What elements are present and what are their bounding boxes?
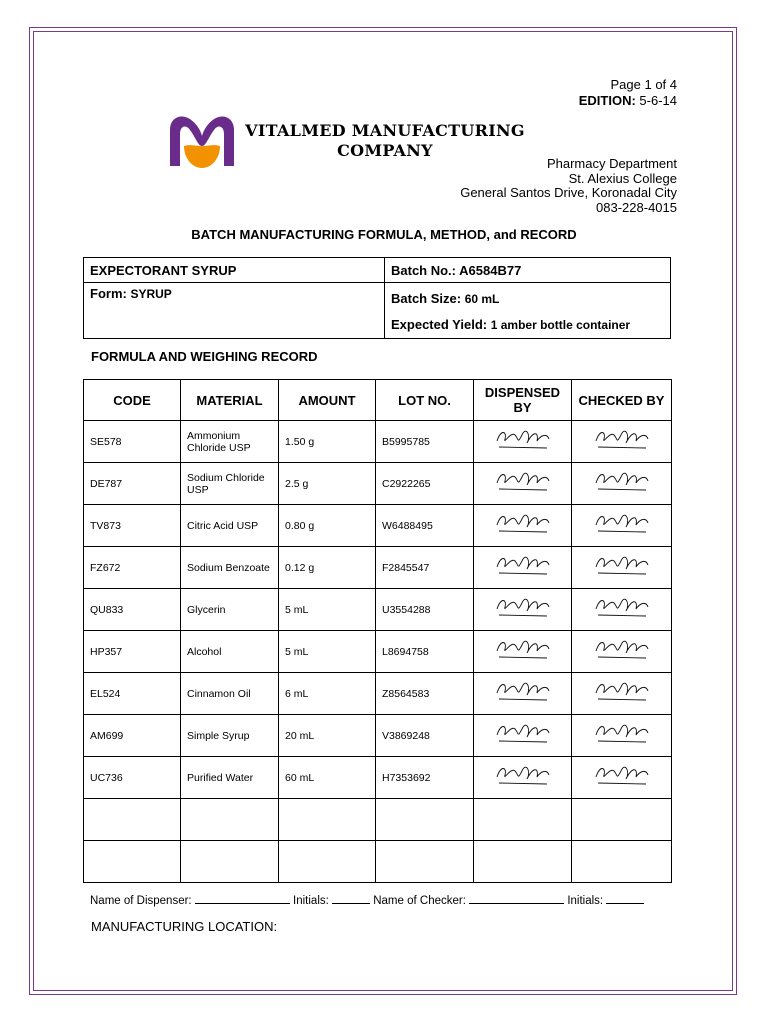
dispenser-signature bbox=[493, 763, 553, 789]
cell-checked-by bbox=[572, 505, 672, 547]
batch-info-table bbox=[83, 257, 671, 339]
cell-code: UC736 bbox=[84, 757, 181, 799]
cell-lot-no: V3869248 bbox=[376, 715, 474, 757]
cell-material: Sodium Chloride USP bbox=[181, 463, 279, 505]
company-name: VITALMED MANUFACTURING COMPANY bbox=[245, 121, 525, 160]
dispenser-signature bbox=[493, 469, 553, 495]
checker-initials-blank bbox=[606, 893, 644, 904]
cell-amount: 5 mL bbox=[279, 589, 376, 631]
cell-lot-no: L8694758 bbox=[376, 631, 474, 673]
cell-amount: 1.50 g bbox=[279, 421, 376, 463]
cell-checked-by bbox=[572, 631, 672, 673]
product-name: EXPECTORANT SYRUP bbox=[84, 258, 385, 283]
table-row bbox=[84, 589, 672, 631]
cell-lot-no: B5995785 bbox=[376, 421, 474, 463]
cell-material: Sodium Benzoate bbox=[181, 547, 279, 589]
checker-signature bbox=[592, 763, 652, 789]
cell-code: FZ672 bbox=[84, 547, 181, 589]
checker-signature bbox=[592, 679, 652, 705]
cell-code: EL524 bbox=[84, 673, 181, 715]
checker-name-blank bbox=[469, 893, 564, 904]
dispenser-signature bbox=[493, 511, 553, 537]
empty-cell bbox=[181, 841, 279, 883]
checker-signature bbox=[592, 427, 652, 453]
cell-amount: 5 mL bbox=[279, 631, 376, 673]
checker-signature bbox=[592, 595, 652, 621]
table-row-empty bbox=[84, 799, 672, 841]
header-lot-no: LOT NO. bbox=[376, 380, 474, 421]
dispenser-signature bbox=[493, 553, 553, 579]
header-amount: AMOUNT bbox=[279, 380, 376, 421]
dispenser-signature bbox=[493, 721, 553, 747]
cell-dispensed-by bbox=[474, 589, 572, 631]
empty-cell bbox=[474, 841, 572, 883]
table-row bbox=[84, 463, 672, 505]
expected-yield: Expected Yield: 1 amber bottle container bbox=[391, 317, 631, 332]
empty-cell bbox=[84, 799, 181, 841]
header-dispensed-by: DISPENSED BY bbox=[474, 380, 572, 421]
cell-material: Cinnamon Oil bbox=[181, 673, 279, 715]
batch-no: Batch No.: A6584B77 bbox=[385, 258, 671, 283]
cell-dispensed-by bbox=[474, 673, 572, 715]
table-row bbox=[84, 715, 672, 757]
cell-material: Purified Water bbox=[181, 757, 279, 799]
cell-checked-by bbox=[572, 547, 672, 589]
cell-checked-by bbox=[572, 589, 672, 631]
cell-material: Simple Syrup bbox=[181, 715, 279, 757]
empty-cell bbox=[572, 799, 672, 841]
cell-code: HP357 bbox=[84, 631, 181, 673]
checker-signature bbox=[592, 469, 652, 495]
edition: EDITION: 5-6-14 bbox=[578, 93, 677, 108]
cell-dispensed-by bbox=[474, 547, 572, 589]
cell-lot-no: W6488495 bbox=[376, 505, 474, 547]
table-row bbox=[84, 505, 672, 547]
cell-amount: 0.80 g bbox=[279, 505, 376, 547]
cell-amount: 20 mL bbox=[279, 715, 376, 757]
cell-lot-no: C2922265 bbox=[376, 463, 474, 505]
table-row bbox=[84, 421, 672, 463]
footer-signoff: Name of Dispenser: Initials: Name of Checker: Initials: bbox=[90, 893, 644, 907]
dispenser-signature bbox=[493, 637, 553, 663]
cell-dispensed-by bbox=[474, 505, 572, 547]
section-title: FORMULA AND WEIGHING RECORD bbox=[91, 349, 318, 364]
empty-cell bbox=[376, 799, 474, 841]
manufacturing-location: MANUFACTURING LOCATION: bbox=[91, 919, 278, 934]
department-address: Pharmacy Department St. Alexius College General Santos Drive, Koronadal City 083-228-4015 bbox=[460, 156, 677, 215]
cell-code: TV873 bbox=[84, 505, 181, 547]
empty-cell bbox=[181, 799, 279, 841]
product-form: Form: SYRUP bbox=[84, 283, 385, 339]
table-row bbox=[84, 631, 672, 673]
empty-cell bbox=[279, 841, 376, 883]
header-material: MATERIAL bbox=[181, 380, 279, 421]
cell-dispensed-by bbox=[474, 715, 572, 757]
cell-code: AM699 bbox=[84, 715, 181, 757]
cell-material: Glycerin bbox=[181, 589, 279, 631]
weighing-record-table bbox=[83, 379, 672, 883]
cell-material: Citric Acid USP bbox=[181, 505, 279, 547]
table-row bbox=[84, 673, 672, 715]
table-row bbox=[84, 757, 672, 799]
header-checked-by: CHECKED BY bbox=[572, 380, 672, 421]
page-info bbox=[579, 77, 677, 109]
cell-dispensed-by bbox=[474, 421, 572, 463]
empty-cell bbox=[474, 799, 572, 841]
empty-cell bbox=[279, 799, 376, 841]
company-logo bbox=[166, 112, 238, 172]
batch-size-yield bbox=[385, 283, 671, 339]
empty-cell bbox=[572, 841, 672, 883]
cell-code: QU833 bbox=[84, 589, 181, 631]
checker-signature bbox=[592, 511, 652, 537]
cell-lot-no: F2845547 bbox=[376, 547, 474, 589]
cell-amount: 2.5 g bbox=[279, 463, 376, 505]
cell-dispensed-by bbox=[474, 463, 572, 505]
cell-code: SE578 bbox=[84, 421, 181, 463]
cell-checked-by bbox=[572, 421, 672, 463]
table-row bbox=[84, 547, 672, 589]
cell-lot-no: U3554288 bbox=[376, 589, 474, 631]
cell-checked-by bbox=[572, 673, 672, 715]
header-code: CODE bbox=[84, 380, 181, 421]
cell-amount: 60 mL bbox=[279, 757, 376, 799]
cell-amount: 0.12 g bbox=[279, 547, 376, 589]
cell-lot-no: Z8564583 bbox=[376, 673, 474, 715]
page-number: Page 1 of 4 bbox=[610, 77, 677, 92]
cell-checked-by bbox=[572, 463, 672, 505]
cell-dispensed-by bbox=[474, 757, 572, 799]
checker-signature bbox=[592, 637, 652, 663]
document-title: BATCH MANUFACTURING FORMULA, METHOD, and RECORD bbox=[191, 227, 577, 242]
cell-material: Alcohol bbox=[181, 631, 279, 673]
table-row-empty bbox=[84, 841, 672, 883]
checker-signature bbox=[592, 553, 652, 579]
cell-checked-by bbox=[572, 715, 672, 757]
cell-dispensed-by bbox=[474, 631, 572, 673]
cell-checked-by bbox=[572, 757, 672, 799]
cell-material: Ammonium Chloride USP bbox=[181, 421, 279, 463]
dispenser-signature bbox=[493, 427, 553, 453]
dispenser-initials-blank bbox=[332, 893, 370, 904]
empty-cell bbox=[84, 841, 181, 883]
dispenser-name-blank bbox=[195, 893, 290, 904]
dispenser-signature bbox=[493, 679, 553, 705]
cell-code: DE787 bbox=[84, 463, 181, 505]
checker-signature bbox=[592, 721, 652, 747]
dispenser-signature bbox=[493, 595, 553, 621]
cell-amount: 6 mL bbox=[279, 673, 376, 715]
batch-size: Batch Size: 60 mL bbox=[391, 291, 500, 306]
cell-lot-no: H7353692 bbox=[376, 757, 474, 799]
empty-cell bbox=[376, 841, 474, 883]
